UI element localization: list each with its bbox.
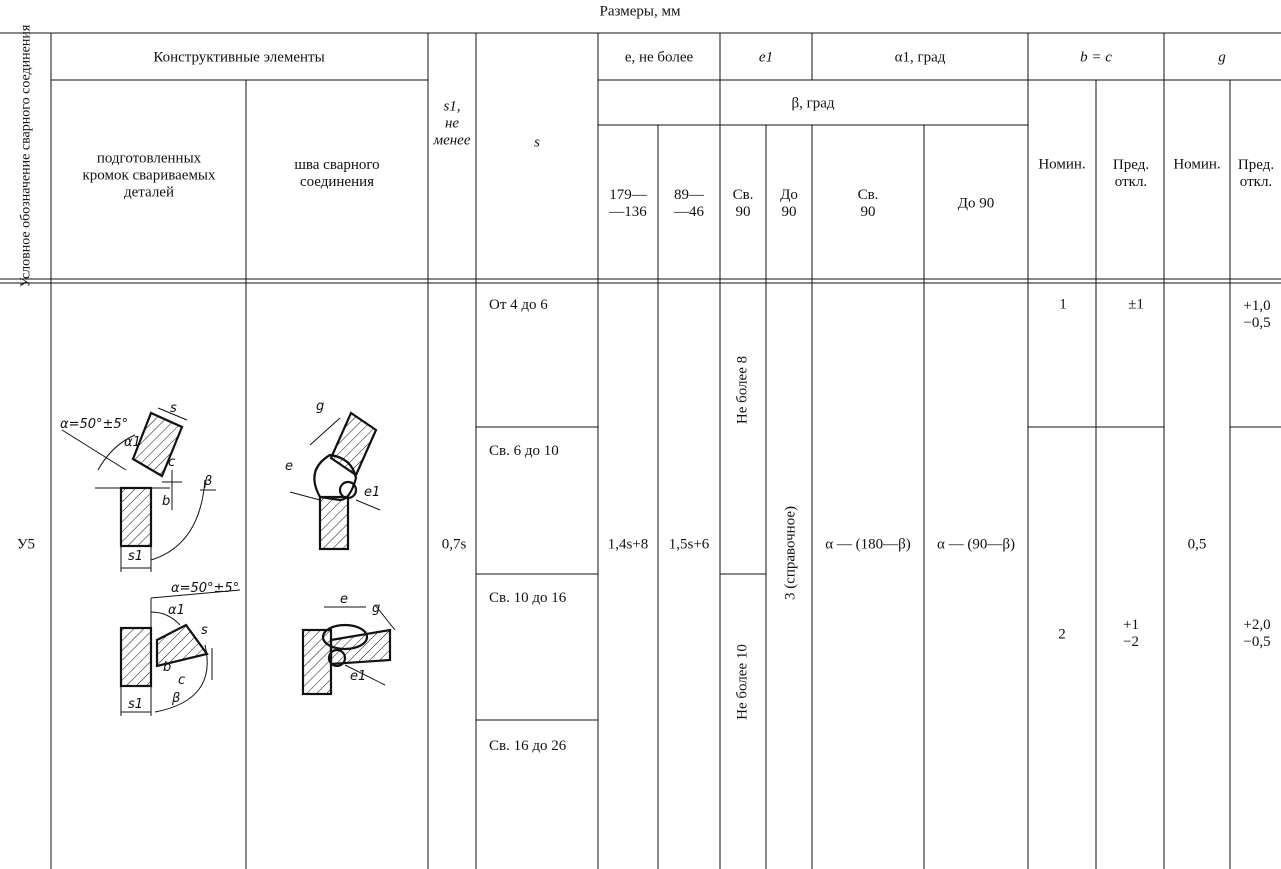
label-s1-top: s1 bbox=[128, 549, 144, 564]
g-tolerance-2: +2,0 −0,5 bbox=[1243, 617, 1271, 650]
label-e-top: e bbox=[285, 459, 293, 474]
label-beta-bottom: β bbox=[172, 691, 181, 706]
label-alpha-top: α=50°±5° bbox=[60, 417, 129, 432]
weld-drawing-top bbox=[285, 399, 380, 549]
header-beta: β, град bbox=[791, 95, 835, 112]
label-g-bottom: g bbox=[372, 601, 381, 616]
label-s-top: s bbox=[170, 401, 177, 416]
beta-range-6: До 90 bbox=[957, 195, 995, 212]
header-weld: шва сварного соединения bbox=[294, 157, 380, 190]
s-range-3: Св. 10 до 16 bbox=[489, 590, 567, 606]
alpha1-do90: α — (90—β) bbox=[937, 536, 1015, 553]
header-designation: Условное обозначение сварного соединения bbox=[18, 24, 34, 288]
g-nominal-header: Номин. bbox=[1173, 156, 1221, 173]
label-alpha-bottom: α=50°±5° bbox=[171, 581, 240, 596]
b-nominal-1: 1 bbox=[1059, 296, 1067, 313]
lower-plate-2 bbox=[121, 628, 151, 686]
beta-range-4: До 90 bbox=[780, 187, 798, 220]
e-value-2: 1,5s+6 bbox=[668, 536, 710, 553]
s-range-2: Св. 6 до 10 bbox=[489, 443, 559, 459]
header-alpha1: α1, град bbox=[894, 49, 946, 66]
e1-lower: Не более 10 bbox=[734, 644, 751, 720]
row-s1-value: 0,7s bbox=[441, 536, 467, 553]
beta-range-1: 179— —136 bbox=[609, 187, 647, 220]
weld-upper-plate-1 bbox=[331, 413, 376, 475]
b-tolerance-2: +1 −2 bbox=[1123, 617, 1139, 650]
table-caption: Размеры, мм bbox=[599, 3, 681, 20]
edge-prep-drawing-top bbox=[60, 401, 216, 572]
header-s1: s1, не менее bbox=[433, 98, 471, 149]
label-b-bottom: b bbox=[163, 660, 172, 675]
row-designation: У5 bbox=[16, 536, 36, 553]
weld-lower-plate-1 bbox=[320, 497, 348, 549]
s-range-4: Св. 16 до 26 bbox=[489, 738, 567, 754]
label-beta-top: β bbox=[204, 474, 213, 489]
g-tolerance-1: +1,0 −0,5 bbox=[1243, 298, 1271, 331]
beta-range-2: 89— —46 bbox=[674, 187, 704, 220]
label-e1-top: e1 bbox=[364, 485, 381, 500]
header-g: g bbox=[1218, 49, 1226, 66]
b-tolerance-1: ±1 bbox=[1128, 296, 1144, 313]
label-e1-bottom: e1 bbox=[350, 669, 367, 684]
header-prepared-edges: подготовленных кромок свариваемых деталей bbox=[82, 150, 216, 201]
label-alpha1-top: α1 bbox=[124, 435, 141, 450]
b-nominal-2: 2 bbox=[1058, 626, 1066, 643]
g-nominal: 0,5 bbox=[1187, 536, 1207, 553]
beta-range-5: Св. 90 bbox=[857, 187, 879, 220]
e1-upper: Не более 8 bbox=[734, 355, 751, 425]
weld-lower-plate-2 bbox=[303, 630, 331, 694]
beta-range-3: Св. 90 bbox=[732, 187, 754, 220]
label-g-top: g bbox=[316, 399, 325, 414]
b-nominal-header: Номин. bbox=[1038, 156, 1086, 173]
s-range-1: От 4 до 6 bbox=[489, 297, 548, 313]
label-c-bottom: c bbox=[178, 673, 186, 688]
label-e-bottom: e bbox=[340, 592, 348, 607]
edge-prep-drawing-bottom bbox=[121, 581, 240, 716]
g-tolerance-header: Пред. откл. bbox=[1237, 157, 1275, 190]
label-b-top: b bbox=[162, 494, 171, 509]
label-s-bottom: s bbox=[201, 623, 208, 638]
header-e1: e1 bbox=[758, 49, 774, 66]
weld-side-plate-2 bbox=[331, 630, 390, 664]
header-s: s bbox=[534, 134, 540, 151]
header-b-eq-c: b = c bbox=[1080, 49, 1112, 66]
e1-reference: 3 (справочное) bbox=[782, 505, 799, 601]
header-e-max: e, не более bbox=[624, 49, 694, 66]
b-tolerance-header: Пред. откл. bbox=[1112, 157, 1150, 190]
lower-plate-1 bbox=[121, 488, 151, 546]
e-value-1: 1,4s+8 bbox=[607, 536, 649, 553]
weld-drawing-bottom bbox=[303, 592, 395, 694]
label-c-top: c bbox=[168, 455, 176, 470]
header-constructive: Конструктивные элементы bbox=[153, 49, 325, 66]
alpha1-sv90: α — (180—β) bbox=[825, 536, 911, 553]
label-alpha1-bottom: α1 bbox=[168, 603, 185, 618]
label-s1-bottom: s1 bbox=[128, 697, 144, 712]
